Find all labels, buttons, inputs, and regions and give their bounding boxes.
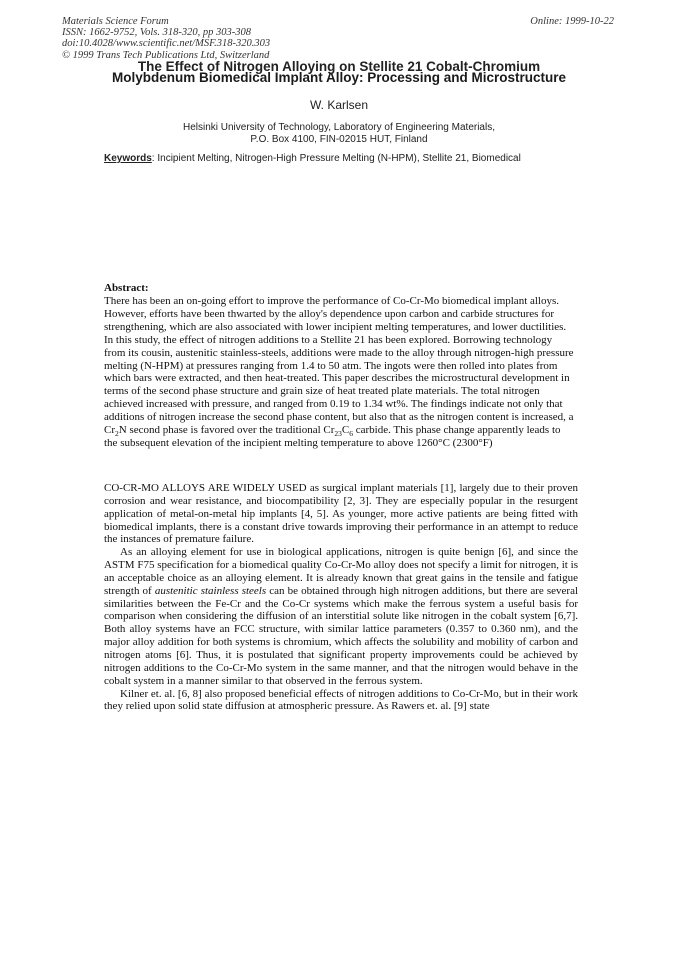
body-paragraph-2 — [104, 546, 578, 687]
copyright-line: © 1999 Trans Tech Publications Ltd, Switzerland — [62, 49, 270, 61]
body-emphasis: austenitic stainless steels — [154, 584, 267, 597]
issn-line: ISSN: 1662-9752, Vols. 318-320, pp 303-308 — [62, 27, 251, 39]
title-line-1: The Effect of Nitrogen Alloying on Stellite 21 Cobalt-Chromium — [137, 59, 541, 74]
keywords-label: Keywords — [104, 153, 152, 164]
author: W. Karlsen — [309, 98, 369, 112]
abstract-text — [104, 295, 576, 450]
online-date: Online: 1999-10-22 — [530, 16, 614, 27]
formula-cr2n: Cr — [104, 424, 115, 437]
affiliation — [0, 122, 678, 146]
title-line-2: Molybdenum Biomedical Implant Alloy: Processing and Microstructure — [111, 70, 567, 85]
abstract-heading: Abstract: — [104, 282, 149, 294]
keywords-text: : Incipient Melting, Nitrogen-High Pressure Melting (N-HPM), Stellite 21, Biomedical — [151, 153, 521, 164]
formula-cr23c6: Cr — [323, 424, 335, 437]
formula-sub: 23 — [334, 429, 342, 439]
abstract-part: N second phase is favored over the traditional — [118, 424, 324, 437]
abstract-part: carbide. This phase change apparently leads to the subsequent elevation of the incipient melting temperature to above 1260°C (2300°F) — [104, 424, 561, 449]
abstract-part: There has been an on-going effort to improve the performance of Co-Cr-Mo biomedical implant alloys. However, efforts have been thwarted by the alloy's dependence upon carbon and carbide structures for strengthening, which are also associated with lower incipient melting temperatures, and lower ductilities. In this study, the effect of nitrogen additions to a Stellite 21 has been explored. Borrowing technology from its cousin, austenitic stainless-steels, additions were made to the alloy through nitrogen-high pressure melting (N-HPM) at pressures ranging from 1.4 to 50 atm. The ingots were then rolled into plates from which bars were extracted, and then heat-treated. This paper describes the microstructural development in terms of the second phase structure and grain size of heat treated plate materials. The total nitrogen achieved increased with pressure, and ranged from 0.19 to 1.34 wt%. The findings indicate not only that additions of nitrogen increase the second phase content, but also that as the nitrogen content is increased, a — [104, 295, 574, 424]
formula-sub: 6 — [349, 429, 353, 439]
citation-header — [62, 16, 270, 61]
body-paragraph-3: Kilner et. al. [6, 8] also proposed beneficial effects of nitrogen additions to Co-Cr-Mo, but in their work they relied upon solid state diffusion at atmospheric pressure. As Rawers et. al. [9] state — [104, 687, 578, 713]
journal-name: Materials Science Forum — [62, 16, 169, 27]
formula-sub: 2 — [115, 429, 119, 439]
body-paragraph-1: CO-CR-MO ALLOYS ARE WIDELY USED as surgical implant materials [1], largely due to their proven corrosion and wear resistance, and biocompatibility [2, 3]. They are especially popular in the resurgent application of metal-on-metal hip implants [4, 5]. As younger, more active patients are being fitted with biomedical implants, there is a constant drive towards improving their performance in an attempt to reduce the instances of premature failure. — [104, 482, 578, 546]
title-line-1-clipped — [0, 58, 678, 74]
body-part: As an alloying element for use in biological applications, nitrogen is quite benign [6], and since the ASTM F75 specification for a biomedical quality Co-Cr-Mo alloy does not specify a limit for nitrogen, it is an acceptable choice as an alloying element. It is already known that great gains in the tensile and fatigue strength of — [104, 546, 578, 597]
affiliation-line-1: Helsinki University of Technology, Laboratory of Engineering Materials, — [182, 122, 495, 133]
body-part: can be obtained through high nitrogen additions, but there are several similarities between the Fe-Cr and the Co-Cr systems which make the ferrous system a useful basis for comparison when considering the diffusion of an interstitial solute like nitrogen in the cobalt system [6,7]. Both alloy systems have an FCC structure, with similar lattice parameters (0.357 to 0.360 nm), and the major alloy addition for both systems is chromium, which affects the solubility and mobility of carbon and nitrogen atoms [6]. Thus, it is postulated that significant property improvements could be achieved by nitrogen additions to the Co-Cr-Mo system in the same manner, and that the nitrogen would behave in the cobalt system in a manner similar to that observed in the ferrous system. — [104, 584, 579, 687]
affiliation-line-2: P.O. Box 4100, FIN-02015 HUT, Finland — [250, 134, 428, 145]
formula-part: C — [341, 424, 350, 437]
doi-line[interactable]: doi:10.4028/www.scientific.net/MSF.318-320.303 — [62, 38, 271, 50]
body-text — [104, 482, 578, 713]
keywords — [104, 153, 604, 164]
